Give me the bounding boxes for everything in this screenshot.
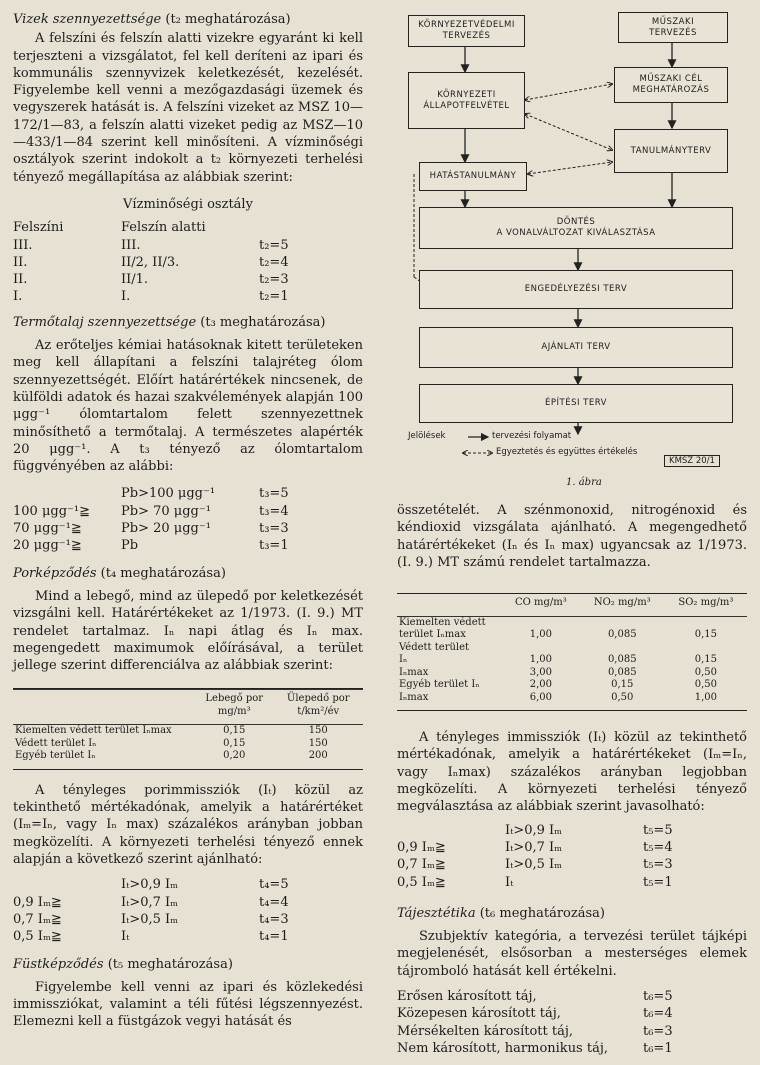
paragraph-gas: összetételét. A szénmonoxid, nitrogénoxid és kéndioxid vizsgálata ajánlható. A megengedhető határértékeket (Iₙ és Iₙ max) ugyancsak az 1/1973. (I. 9.) MT számú rendelet tartalmazza. <box>397 503 747 570</box>
formula-row: II. II/2, II/3. t₂=4 <box>13 254 289 270</box>
t5-rows <box>397 822 747 891</box>
table-row: Iₙmax 3,00 0,085 0,50 <box>399 666 717 678</box>
formula-row: 0,9 Iₘ≧ Iₜ>0,7 Iₘ t₄=4 <box>13 894 289 910</box>
dust-table-wrap <box>13 688 363 770</box>
formula-row: Nem károsított, harmonikus táj, t₆=1 <box>397 1040 673 1056</box>
paragraph-immission: A tényleges immissziók (Iₜ) közül az tekinthető mértékadónak, amelyik a határértékeket (Iₘ=Iₙ, vagy Iₙmax) százalékos arányban legjobban megközelíti. A környezeti terhelési tényező megválasztása az alábbiak szerint javasolható: <box>397 730 747 815</box>
box-env-state: KÖRNYEZETI ÁLLAPOTFELVÉTEL <box>408 72 525 129</box>
section-heading-smoke: Füstképződés (t₅ meghatározása) <box>13 956 233 972</box>
table-row: Egyéb terület Iₙ 2,00 0,15 0,50 <box>399 679 717 691</box>
gas-table <box>397 594 747 704</box>
table-row: Iₙ 1,00 0,085 0,15 <box>399 654 717 666</box>
table-row: Egyéb terület Iₙ 0,20 200 <box>15 750 328 762</box>
formula-row: 0,9 Iₘ≧ Iₜ>0,7 Iₘ t₅=4 <box>397 839 673 855</box>
water-class-rows <box>13 237 363 306</box>
gas-col-header: CO mg/m³ <box>515 597 567 609</box>
paragraph-soil: Az erőteljes kémiai hatásoknak kitett területeken meg kell állapítani a felszíni talajréteg ólom szennyezettségét. Előírt határértékek nincsenek, de külföldi adatok és hazai szakvélemények alapján 100 μgg⁻¹ ólomtartalom felett szennyezettnek minősíthető a termőtalaj. A természetes alapérték 20 μgg⁻¹. A t₃ tényező az ólomtartalom függvényében az alábbi: <box>13 338 363 475</box>
formula-row: 0,7 Iₘ≧ Iₜ>0,5 Iₘ t₅=3 <box>397 857 673 873</box>
formula-row: 20 μgg⁻¹≧ Pb t₃=1 <box>13 538 289 554</box>
box-decision: DÖNTÉS A VONALVÁLTOZAT KIVÁLASZTÁSA <box>419 207 733 249</box>
box-construction-plan: ÉPÍTÉSI TERV <box>419 384 733 423</box>
table-row: Védett terület Iₙ 0,15 150 <box>15 737 328 749</box>
right-column <box>397 502 747 1057</box>
box-impact-study: HATÁSTANULMÁNY <box>419 162 527 191</box>
legend-coordination: Egyeztetés és együttes értékelés <box>496 447 638 457</box>
formula-row: 0,5 Iₘ≧ Iₜ t₅=1 <box>397 874 673 890</box>
planning-flow-diagram <box>400 2 750 472</box>
box-study-plan: TANULMÁNYTERV <box>614 129 728 173</box>
formula-row: Mérsékelten károsított táj, t₆=3 <box>397 1023 673 1039</box>
dust-table <box>13 689 363 763</box>
left-column <box>13 0 363 1031</box>
paragraph-landscape: Szubjektív kategória, a tervezési terület tájképi megjelenését, elsősorban a mesterséges elemek tájromboló hatását kell értékelni. <box>397 929 747 979</box>
dust-col-header: Ülepedő por t/km²/év <box>286 693 350 717</box>
t4-rows <box>13 876 363 945</box>
formula-row: II. II/1. t₂=3 <box>13 272 289 288</box>
gas-col-header: SO₂ mg/m³ <box>678 597 734 609</box>
gas-table-wrap <box>397 593 747 711</box>
box-tech-goal: MŰSZAKI CÉL MEGHATÁROZÁS <box>614 67 728 103</box>
box-tech-planning: MŰSZAKI TERVEZÉS <box>618 12 728 43</box>
paragraph-dust-immission: A tényleges porimmissziók (Iₜ) közül az tekinthető mértékadónak, amelyik a határértéket (Iₘ=Iₙ, vagy Iₙ max) százalékos arányban jobban megközelíti. A környezeti terhelési tényező ennek alapján a következő szerint ajánlható: <box>13 782 363 868</box>
formula-row: 0,7 Iₘ≧ Iₜ>0,5 Iₘ t₄=3 <box>13 911 289 927</box>
formula-row: 0,5 Iₘ≧ Iₜ t₄=1 <box>13 929 289 945</box>
lead-rows <box>13 485 363 554</box>
formula-row: Közepesen károsított táj, t₆=4 <box>397 1006 673 1022</box>
legend-flow: tervezési folyamat <box>492 431 572 441</box>
formula-row: Iₜ>0,9 Iₘ t₅=5 <box>505 822 673 838</box>
formula-row: I. I. t₂=1 <box>13 289 289 305</box>
paragraph-smoke: Figyelembe kell venni az ipari és közlekedési immissziókat, valamint a téli fűtési légszennyezést. Elemezni kell a füstgázok vegyi hatását és <box>13 979 363 1030</box>
t6-rows <box>397 988 747 1057</box>
figure-caption: 1. ábra <box>566 477 602 488</box>
formula-row: III. III. t₂=5 <box>13 237 289 253</box>
gas-col-header: NO₂ mg/m³ <box>593 597 651 609</box>
section-heading-landscape: Tájesztétika (t₆ meghatározása) <box>397 905 605 921</box>
dust-col-header: Lebegő por mg/m³ <box>205 693 264 717</box>
box-permit-plan: ENGEDÉLYEZÉSI TERV <box>419 270 733 309</box>
water-header-row: Felszíni Felszín alatti <box>13 220 206 236</box>
table-row: Iₙmax 6,00 0,50 1,00 <box>399 691 717 703</box>
formula-row: 70 μgg⁻¹≧ Pb> 20 μgg⁻¹ t₃=3 <box>13 521 289 537</box>
formula-row: Erősen károsított táj, t₆=5 <box>397 989 673 1005</box>
table-row: Kiemelten védett terület Iₙmax 0,15 150 <box>15 725 328 737</box>
formula-row: 100 μgg⁻¹≧ Pb> 70 μgg⁻¹ t₃=4 <box>13 503 289 519</box>
section-heading-water: Vizek szennyezettsége (t₂ meghatározása) <box>13 12 291 27</box>
box-env-planning: KÖRNYEZETVÉDELMI TERVEZÉS <box>408 15 525 47</box>
table-row: terület Iₙmax 1,00 0,085 0,15 <box>399 629 717 641</box>
diagram-code: KMSZ 20/1 <box>664 455 720 467</box>
section-heading-soil: Termőtalaj szennyezettsége (t₃ meghatározása) <box>13 314 326 330</box>
section-heading-dust: Porképződés (t₄ meghatározása) <box>13 565 226 581</box>
paragraph-dust: Mind a lebegő, mind az ülepedő por keletkezését vizsgálni kell. Határértékeket az 1/1973. (I. 9.) MT rendelet tartalmaz. Iₙ napi átlag és Iₙ max. megengedett maximumok előírásával, a terület jellege szerint differenciálva az alábbiak szerint: <box>13 588 363 674</box>
legend-label: Jelölések <box>408 431 446 441</box>
formula-row: Iₜ>0,9 Iₘ t₄=5 <box>121 877 289 893</box>
formula-row: Pb>100 μgg⁻¹ t₃=5 <box>121 486 289 502</box>
water-class-title: Vízminőségi osztály <box>123 196 253 212</box>
box-offer-plan: AJÁNLATI TERV <box>419 327 733 368</box>
table-row: Kiemelten védett <box>399 616 486 628</box>
paragraph-water: A felszíni és felszín alatti vizekre egyaránt ki kell terjeszteni a vizsgálatot, fel kell deríteni az ipari és kommunális szennyvizek keletkezését, kezelését. Figyelembe kell venni a mezőgazdasági üzemek és vegyszerek hatását is. A felszíni vizeket az MSZ 10—172/1—83, a felszín alatti vizeket pedig az MSZ—10—433/1—84 szerint kell minősíteni. A vízminőségi osztályok szerint indokolt a t₂ környezeti terhelési tényező megállapítása az alábbiak szerint: <box>13 31 363 185</box>
table-row: Védett terület <box>399 641 470 653</box>
